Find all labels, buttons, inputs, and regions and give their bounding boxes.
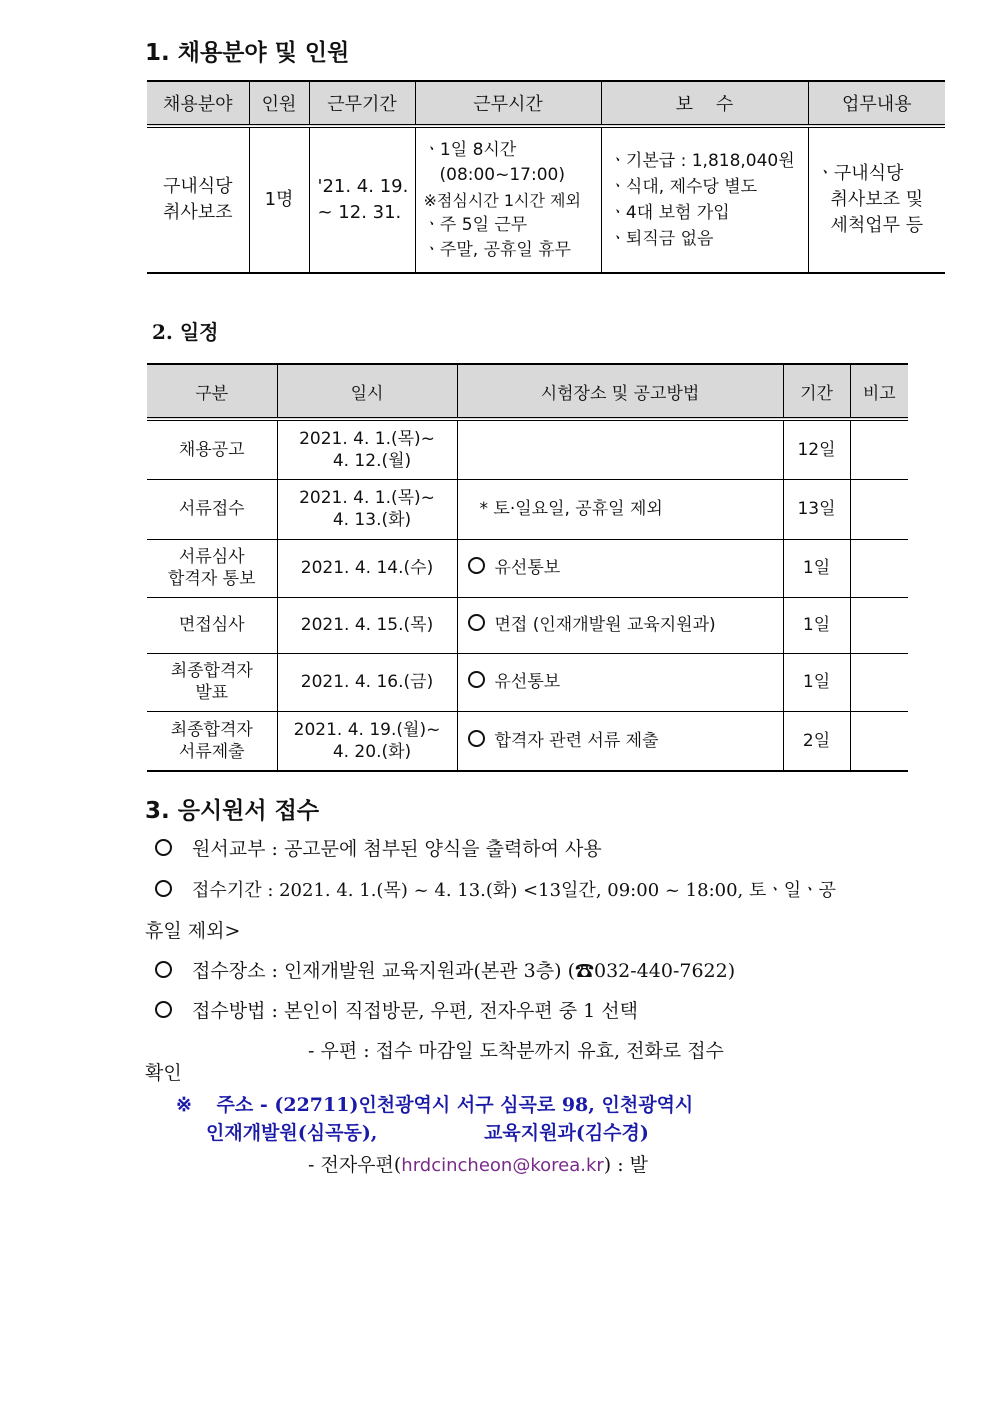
cell-note [850,653,908,711]
header-duration: 기간 [783,364,850,419]
cell-category: 채용공고 [178,439,245,460]
header-duty: 업무내용 [808,81,945,126]
cell-method: 합격자 관련 서류 제출 [457,711,783,771]
apply-line-period-cont: 휴일 제외> [145,920,241,942]
cell-date: 2021. 4. 16.(금) [277,653,457,711]
cell-method: 유선통보 [457,653,783,711]
recruitment-header-row [147,81,945,126]
header-method: 시험장소 및 공고방법 [457,364,783,419]
schedule-header-row [147,364,908,419]
cell-method [457,419,783,479]
header-pay: 보 수 [601,81,808,126]
address-line-1: ※ 주소 - (22711)인천광역시 서구 심곡로 98, 인천광역시 [176,1094,694,1116]
circle-bullet-icon [155,1001,172,1018]
cell-note [850,539,908,597]
apply-line-period: 접수기간 : 2021. 4. 1.(목) ~ 4. 13.(화) <13일간, 09:00 ~ 18:00, 토ㆍ일ㆍ공 [155,876,836,902]
cell-duration: 13일 [783,479,850,539]
cell-count: 1명 [249,126,309,273]
schedule-row [147,597,908,653]
apply-line-method: 접수방법 : 본인이 직접방문, 우편, 전자우편 중 1 선택 [155,996,638,1023]
header-period: 근무기간 [309,81,415,126]
circle-bullet-icon [468,671,485,688]
apply-line-form: 원서교부 : 공고문에 첨부된 양식을 출력하여 사용 [155,834,602,861]
cell-note [850,419,908,479]
reference-mark-icon: ※ [176,1094,192,1116]
cell-method: * 토·일요일, 공휴일 제외 [457,479,783,539]
header-hours: 근무시간 [415,81,601,126]
apply-line-place: 접수장소 : 인재개발원 교육지원과(본관 3층) (☎032-440-7622) [155,956,735,983]
section3-title: 3. 응시원서 접수 [145,798,320,824]
circle-bullet-icon [468,614,485,631]
circle-bullet-icon [155,839,172,856]
cell-method: 유선통보 [457,539,783,597]
cell-category: 서류심사 합격자 통보 [167,547,256,589]
cell-duty: ㆍ구내식당 취사보조 및 세척업무 등 [808,126,945,273]
cell-note [850,711,908,771]
apply-line-mail: - 우편 : 접수 마감일 도착분까지 유효, 전화로 접수 [308,1040,724,1062]
circle-bullet-icon [155,961,172,978]
circle-bullet-icon [468,730,485,747]
cell-note [850,597,908,653]
cell-field: 구내식당 취사보조 [162,176,233,223]
header-note: 비고 [850,364,908,419]
header-category: 구분 [147,364,277,419]
cell-duration: 1일 [783,539,850,597]
schedule-row [147,479,908,539]
cell-date: 2021. 4. 1.(목)~ 4. 13.(화) [277,479,457,539]
cell-category: 서류접수 [178,499,245,519]
cell-category: 최종합격자 서류제출 [170,719,253,762]
schedule-row [147,711,908,771]
cell-category: 최종합격자 발표 [170,661,253,703]
email-link[interactable]: hrdcincheon@korea.kr [401,1155,604,1176]
cell-date: 2021. 4. 15.(목) [277,597,457,653]
schedule-row [147,539,908,597]
apply-line-email: - 전자우편(hrdcincheon@korea.kr) : 발 [308,1154,649,1176]
header-date: 일시 [277,364,457,419]
cell-period: '21. 4. 19. ~ 12. 31. [309,126,415,273]
cell-method: 면접 (인재개발원 교육지원과) [457,597,783,653]
cell-category: 면접심사 [178,615,245,635]
schedule-table [147,363,908,772]
cell-duration: 2일 [783,711,850,771]
recruitment-row [147,126,945,273]
address-line-2: 인재개발원(심곡동), 교육지원과(김수경) [206,1122,649,1144]
schedule-row [147,419,908,479]
cell-pay: ㆍ기본급 : 1,818,040원 ㆍ식대, 제수당 별도 ㆍ4대 보험 가입 ㆍ퇴직금 없음 [601,126,808,273]
cell-date: 2021. 4. 19.(월)~ 4. 20.(화) [277,711,457,771]
circle-bullet-icon [468,557,485,574]
apply-line-mail-cont: 확인 [145,1062,182,1084]
section1-title: 1. 채용분야 및 인원 [145,40,350,66]
header-field: 채용분야 [147,81,249,126]
cell-hours: ㆍ1일 8시간 (08:00~17:00) ※점심시간 1시간 제외 ㆍ주 5일 근무 ㆍ주말, 공휴일 휴무 [415,126,601,273]
cell-note [850,479,908,539]
circle-bullet-icon [155,880,172,897]
cell-duration: 1일 [783,597,850,653]
cell-date: 2021. 4. 1.(목)~ 4. 12.(월) [277,419,457,479]
header-count: 인원 [249,81,309,126]
cell-duration: 12일 [783,419,850,479]
section2-title: 2. 일정 [152,320,219,344]
recruitment-table [147,80,945,274]
cell-date: 2021. 4. 14.(수) [277,539,457,597]
cell-duration: 1일 [783,653,850,711]
schedule-row [147,653,908,711]
